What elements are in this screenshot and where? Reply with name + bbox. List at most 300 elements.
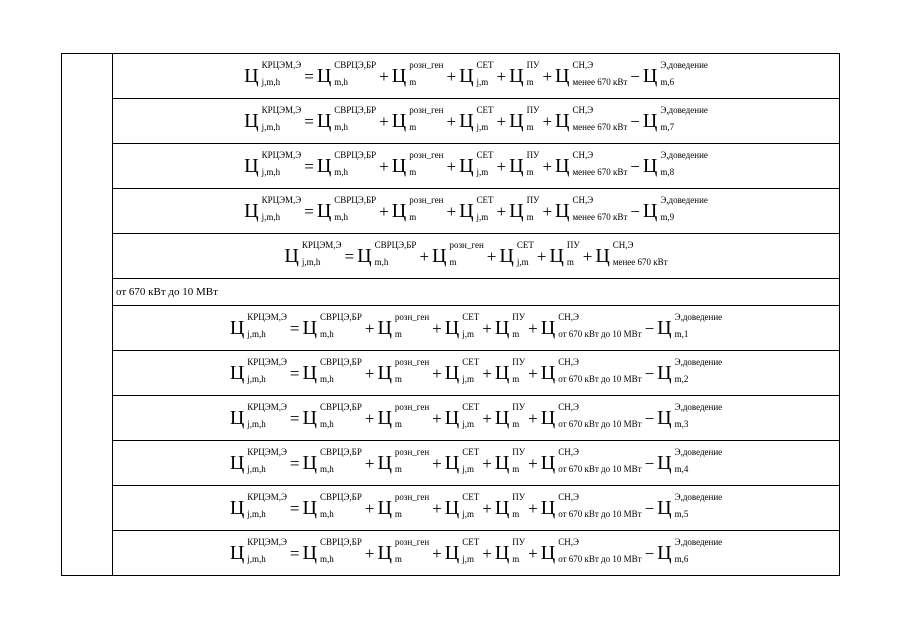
operator: + [486, 246, 497, 266]
formula-term [479, 447, 526, 474]
formula-row [62, 441, 840, 486]
operator: = [304, 201, 314, 221]
index-scripts [660, 195, 708, 222]
formula-term [525, 312, 642, 339]
price-symbol: Ц [391, 200, 407, 222]
superscript: КРЦЭМ,Э [261, 194, 302, 205]
subscript: от 670 кВт до 10 МВт [558, 329, 642, 339]
superscript: ПУ [526, 150, 540, 160]
index-scripts [334, 105, 377, 132]
subscript: менее 670 кВт [572, 167, 628, 177]
price-symbol: Ц [444, 407, 460, 429]
operator: = [289, 498, 300, 518]
formula-row [62, 486, 840, 531]
formula-term [525, 537, 642, 564]
price-symbol: Ц [377, 407, 392, 429]
superscript: Э,доведение [674, 357, 723, 367]
operator: − [644, 363, 655, 383]
operator: + [496, 66, 507, 86]
index-scripts [334, 150, 377, 177]
index-scripts [674, 492, 723, 519]
superscript: СН,Э [558, 357, 579, 367]
superscript: розн_ген [409, 60, 444, 70]
superscript: розн_ген [394, 312, 430, 322]
operator: + [432, 408, 442, 428]
superscript: СН,Э [558, 447, 579, 457]
superscript: Э,доведение [674, 537, 723, 547]
index-scripts [394, 492, 430, 519]
subscript: менее 670 кВт [572, 212, 628, 222]
subscript: j,m [462, 554, 474, 564]
formula-row [62, 351, 840, 396]
subscript: j,m,h [301, 256, 321, 267]
price-formula [284, 239, 668, 267]
subscript: m,h [319, 464, 334, 474]
index-scripts [319, 447, 362, 474]
superscript: СЕТ [476, 195, 494, 205]
index-scripts [512, 402, 526, 429]
formula-term [443, 195, 494, 222]
index-scripts [374, 240, 417, 267]
price-symbol: Ц [509, 155, 524, 177]
operator: + [582, 246, 593, 266]
formula-term [494, 195, 540, 222]
subscript: m,h [334, 167, 349, 177]
superscript: СН,Э [572, 105, 594, 115]
price-symbol: Ц [316, 200, 332, 222]
price-symbol: Ц [444, 542, 460, 564]
price-symbol: Ц [540, 452, 556, 474]
superscript: СВРЦЭ,БР [334, 195, 377, 205]
subscript: от 670 кВт до 10 МВт [558, 509, 642, 519]
superscript: ПУ [512, 492, 526, 502]
superscript: СЕТ [476, 105, 494, 115]
operator: + [364, 408, 375, 428]
formula-term [301, 150, 377, 177]
superscript: ПУ [526, 60, 540, 70]
index-scripts [660, 60, 708, 87]
operator: + [496, 156, 507, 176]
index-scripts [462, 312, 480, 339]
operator: + [379, 156, 389, 176]
index-scripts [526, 195, 540, 222]
price-symbol: Ц [540, 317, 556, 339]
operator: + [364, 318, 375, 338]
subscript: m,h [319, 419, 334, 429]
superscript: ПУ [566, 240, 580, 250]
formula-term [287, 447, 362, 474]
formula-term [429, 537, 480, 564]
price-symbol: Ц [540, 407, 556, 429]
price-formula [229, 401, 723, 429]
formula-term [429, 312, 480, 339]
formula-row [62, 234, 840, 279]
subscript: m,3 [674, 419, 689, 429]
formula-term [539, 150, 628, 177]
formula-term [342, 240, 417, 267]
price-formula [244, 59, 708, 87]
subscript: j,m,h [247, 418, 266, 429]
operator: = [289, 318, 300, 338]
operator: = [304, 66, 314, 86]
index-scripts [512, 447, 526, 474]
formula-cell [113, 189, 840, 234]
formula-cell [113, 351, 840, 396]
superscript: СВРЦЭ,БР [334, 150, 377, 160]
price-symbol: Ц [244, 154, 259, 177]
operator: = [344, 246, 355, 266]
formula-term [494, 60, 540, 87]
subscript: m [394, 464, 402, 474]
price-symbol: Ц [377, 362, 392, 384]
index-scripts [319, 357, 362, 384]
superscript: СН,Э [558, 537, 579, 547]
superscript: Э,доведение [660, 195, 708, 205]
price-symbol: Ц [459, 200, 474, 222]
subscript: m [526, 212, 534, 222]
superscript: розн_ген [409, 105, 444, 115]
price-symbol: Ц [229, 451, 245, 474]
subscript: m [409, 212, 417, 222]
superscript: розн_ген [394, 537, 430, 547]
subscript: j,m,h [261, 121, 281, 132]
subscript: m,6 [660, 77, 675, 87]
formula-term [287, 312, 362, 339]
superscript: розн_ген [394, 402, 430, 412]
left-blank-column [62, 54, 113, 576]
superscript: КРЦЭМ,Э [247, 401, 287, 412]
price-symbol: Ц [494, 317, 510, 339]
formula-term [539, 195, 628, 222]
subscript: j,m,h [247, 328, 266, 339]
subscript: m,8 [660, 167, 675, 177]
formula-term [362, 492, 430, 519]
formula-term [627, 105, 708, 132]
index-scripts [660, 105, 708, 132]
subscript: j,m,h [261, 211, 281, 222]
price-symbol: Ц [494, 362, 510, 384]
formula-row [62, 531, 840, 576]
operator: − [644, 498, 655, 518]
price-symbol: Ц [377, 497, 392, 519]
index-scripts [409, 150, 444, 177]
index-scripts [319, 492, 362, 519]
subscript: m [449, 257, 457, 267]
formula-term [479, 402, 526, 429]
formula-term [494, 105, 540, 132]
index-scripts [261, 104, 302, 132]
formula-term [229, 311, 287, 339]
index-scripts [572, 150, 628, 177]
price-symbol: Ц [459, 65, 474, 87]
operator: + [528, 453, 538, 473]
formula-term [362, 447, 430, 474]
price-symbol: Ц [302, 497, 317, 519]
subscript: m,h [334, 122, 349, 132]
index-scripts [526, 105, 540, 132]
superscript: розн_ген [449, 240, 484, 250]
price-symbol: Ц [377, 317, 392, 339]
operator: − [630, 156, 640, 176]
superscript: Э,доведение [674, 402, 723, 412]
index-scripts [512, 357, 526, 384]
index-scripts [334, 60, 377, 87]
superscript: КРЦЭМ,Э [247, 311, 287, 322]
formula-row [62, 189, 840, 234]
subscript: от 670 кВт до 10 МВт [558, 464, 642, 474]
price-symbol: Ц [540, 362, 556, 384]
operator: + [364, 363, 375, 383]
index-scripts [409, 105, 444, 132]
formula-term [229, 446, 287, 474]
formula-term [580, 240, 668, 267]
price-symbol: Ц [391, 155, 407, 177]
index-scripts [572, 195, 628, 222]
formula-term [525, 357, 642, 384]
superscript: розн_ген [409, 195, 444, 205]
operator: + [446, 156, 457, 176]
subscript: j,m,h [247, 463, 266, 474]
subscript: j,m [476, 167, 489, 177]
index-scripts [674, 357, 723, 384]
price-symbol: Ц [459, 155, 474, 177]
index-scripts [572, 60, 628, 87]
operator: + [528, 498, 538, 518]
index-scripts [247, 491, 287, 519]
price-symbol: Ц [509, 200, 524, 222]
subscript: m,9 [660, 212, 675, 222]
superscript: СН,Э [612, 240, 634, 250]
index-scripts [476, 105, 494, 132]
operator: + [379, 111, 389, 131]
index-scripts [247, 536, 287, 564]
superscript: СВРЦЭ,БР [319, 447, 362, 457]
formula-row [62, 99, 840, 144]
superscript: розн_ген [409, 150, 444, 160]
price-symbol: Ц [444, 452, 460, 474]
subscript: m [394, 329, 402, 339]
price-symbol: Ц [494, 407, 510, 429]
price-symbol: Ц [657, 452, 672, 474]
price-symbol: Ц [494, 542, 510, 564]
price-symbol: Ц [444, 317, 460, 339]
price-symbol: Ц [302, 362, 317, 384]
index-scripts [247, 446, 287, 474]
formula-term [642, 402, 723, 429]
operator: + [542, 111, 553, 131]
subscript: m,h [334, 77, 349, 87]
price-symbol: Ц [555, 110, 570, 132]
superscript: КРЦЭМ,Э [261, 59, 302, 70]
price-formula [229, 536, 723, 564]
index-scripts [462, 357, 480, 384]
operator: = [289, 453, 300, 473]
operator: = [289, 408, 300, 428]
superscript: Э,доведение [660, 60, 708, 70]
subscript: m,h [374, 257, 389, 267]
subscript: менее 670 кВт [572, 122, 628, 132]
index-scripts [674, 537, 723, 564]
superscript: СВРЦЭ,БР [319, 402, 362, 412]
price-symbol: Ц [642, 155, 658, 177]
subscript: j,m [476, 77, 489, 87]
subscript: j,m [462, 374, 474, 384]
index-scripts [409, 195, 444, 222]
index-scripts [674, 447, 723, 474]
superscript: СЕТ [516, 240, 534, 250]
subscript: m [566, 257, 574, 267]
formula-term [429, 447, 480, 474]
price-symbol: Ц [302, 452, 317, 474]
superscript: СЕТ [462, 492, 480, 502]
formula-term [301, 60, 377, 87]
index-scripts [512, 537, 526, 564]
operator: + [432, 498, 442, 518]
subscript: m,1 [674, 329, 689, 339]
formula-term [362, 537, 430, 564]
superscript: СВРЦЭ,БР [334, 60, 377, 70]
formula-term [525, 402, 642, 429]
price-symbol: Ц [657, 317, 672, 339]
formula-term [287, 537, 362, 564]
price-symbol: Ц [642, 110, 658, 132]
operator: + [542, 66, 553, 86]
formula-term [244, 104, 302, 132]
price-symbol: Ц [540, 542, 556, 564]
price-formula [229, 356, 723, 384]
formula-cell [113, 234, 840, 279]
price-symbol: Ц [302, 542, 317, 564]
operator: + [496, 201, 507, 221]
subscript: менее 670 кВт [612, 257, 668, 267]
superscript: СН,Э [572, 60, 594, 70]
subscript: j,m,h [247, 553, 266, 564]
formula-term [229, 491, 287, 519]
price-symbol: Ц [302, 317, 317, 339]
operator: + [542, 156, 553, 176]
index-scripts [558, 447, 642, 474]
formula-row [62, 144, 840, 189]
formula-term [627, 150, 708, 177]
superscript: розн_ген [394, 357, 430, 367]
operator: + [482, 408, 492, 428]
price-symbol: Ц [657, 542, 672, 564]
operator: + [528, 318, 538, 338]
price-formula [229, 311, 723, 339]
formula-term [479, 537, 526, 564]
operator: + [528, 408, 538, 428]
price-symbol: Ц [316, 155, 332, 177]
price-symbol: Ц [302, 407, 317, 429]
index-scripts [516, 240, 534, 267]
operator: + [482, 453, 492, 473]
operator: + [379, 66, 389, 86]
formula-term [525, 492, 642, 519]
superscript: розн_ген [394, 492, 430, 502]
price-formula [244, 194, 708, 222]
index-scripts [558, 312, 642, 339]
price-symbol: Ц [391, 110, 407, 132]
subscript: j,m [516, 257, 529, 267]
price-symbol: Ц [244, 109, 259, 132]
formula-term [429, 492, 480, 519]
subscript: m,h [319, 554, 334, 564]
superscript: ПУ [512, 447, 526, 457]
price-symbol: Ц [444, 497, 460, 519]
operator: − [644, 543, 655, 563]
formula-term [494, 150, 540, 177]
superscript: КРЦЭМ,Э [247, 446, 287, 457]
subscript: m [409, 167, 417, 177]
index-scripts [449, 240, 484, 267]
subscript: j,m [476, 212, 489, 222]
index-scripts [558, 492, 642, 519]
formula-term [229, 401, 287, 429]
index-scripts [512, 312, 526, 339]
subscript: m,h [334, 212, 349, 222]
subscript: m [409, 77, 417, 87]
operator: + [446, 111, 457, 131]
index-scripts [572, 105, 628, 132]
subscript: m [394, 554, 402, 564]
price-symbol: Ц [549, 245, 564, 267]
index-scripts [247, 356, 287, 384]
superscript: КРЦЭМ,Э [247, 536, 287, 547]
operator: + [482, 543, 492, 563]
subscript: m [512, 329, 520, 339]
index-scripts [512, 492, 526, 519]
operator: + [446, 66, 457, 86]
formula-term [416, 240, 484, 267]
formula-term [479, 357, 526, 384]
price-symbol: Ц [555, 155, 570, 177]
formula-row [62, 396, 840, 441]
index-scripts [301, 239, 342, 267]
formula-term [229, 356, 287, 384]
index-scripts [394, 537, 430, 564]
formula-cell [113, 396, 840, 441]
subscript: j,m,h [247, 508, 266, 519]
superscript: ПУ [512, 402, 526, 412]
index-scripts [526, 150, 540, 177]
formula-term [443, 60, 494, 87]
operator: = [289, 543, 300, 563]
subscript: j,m [462, 419, 474, 429]
superscript: СЕТ [476, 150, 494, 160]
formula-term [627, 195, 708, 222]
superscript: КРЦЭМ,Э [247, 356, 287, 367]
superscript: СЕТ [462, 447, 480, 457]
index-scripts [526, 60, 540, 87]
formula-term [479, 312, 526, 339]
subscript: m [526, 77, 534, 87]
price-formula [244, 149, 708, 177]
price-symbol: Ц [432, 245, 447, 267]
subscript: m [512, 464, 520, 474]
operator: + [482, 498, 492, 518]
formula-cell [113, 99, 840, 144]
index-scripts [462, 402, 480, 429]
formula-term [376, 195, 444, 222]
index-scripts [558, 537, 642, 564]
subscript: m [512, 554, 520, 564]
index-scripts [660, 150, 708, 177]
formula-term [627, 60, 708, 87]
superscript: ПУ [526, 195, 540, 205]
price-symbol: Ц [499, 245, 514, 267]
index-scripts [394, 312, 430, 339]
index-scripts [247, 401, 287, 429]
